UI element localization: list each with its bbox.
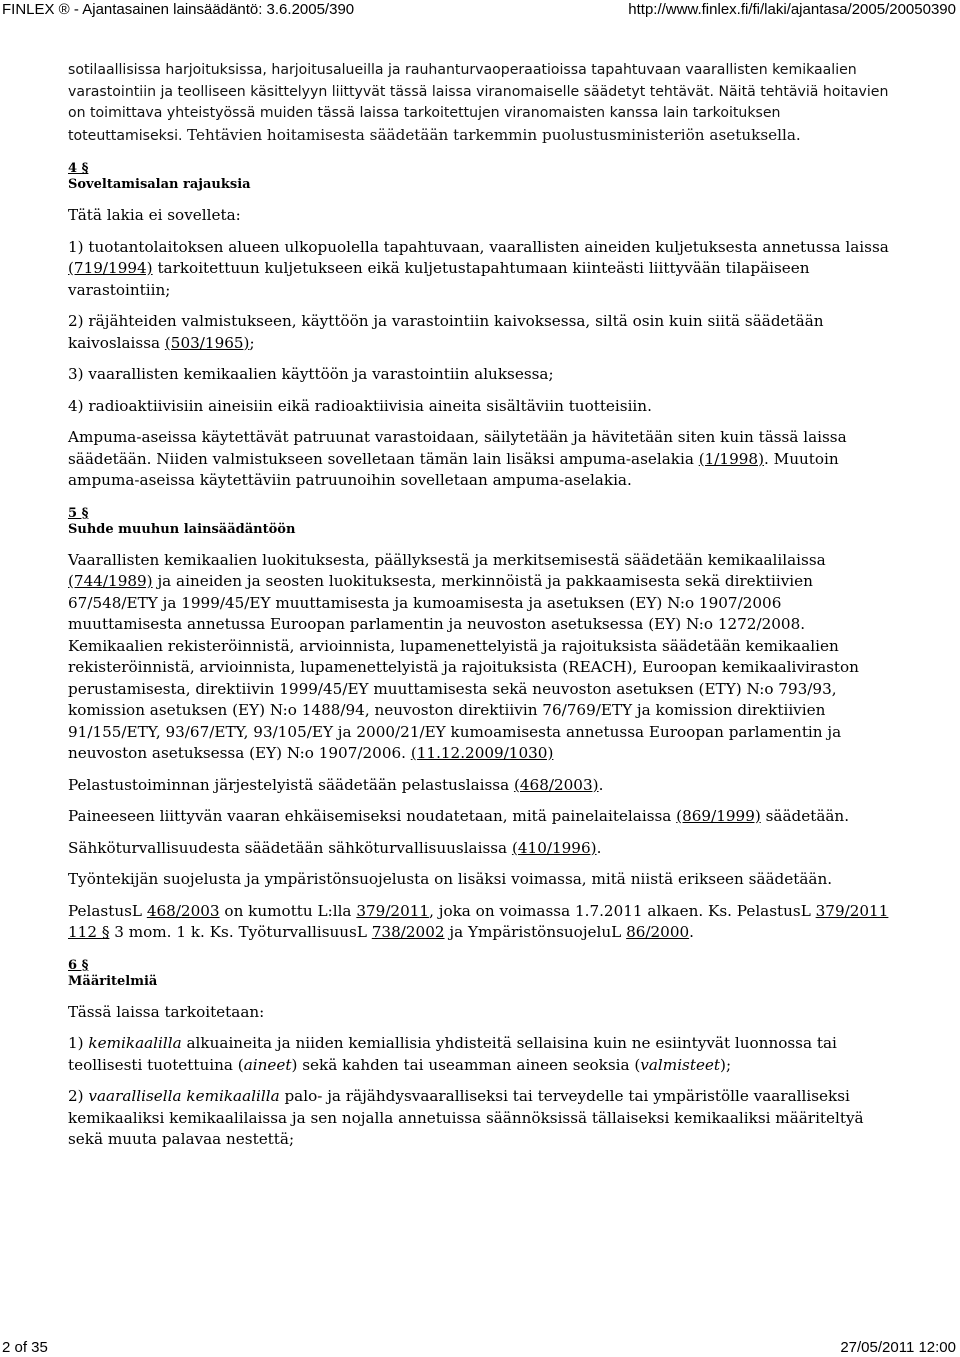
note-text-1: PelastusL bbox=[68, 901, 142, 920]
print-header bbox=[0, 0, 960, 22]
section-5-number[interactable]: 5 § bbox=[68, 505, 89, 521]
section-4-lead: Tätä lakia ei sovelleta: bbox=[68, 206, 241, 224]
print-footer bbox=[0, 1338, 960, 1357]
def-1-term-valmisteet: valmisteet bbox=[640, 1055, 721, 1074]
section-6-definition-1 bbox=[68, 1033, 894, 1076]
note-text-5: ja YmpäristönsuojeluL bbox=[449, 923, 622, 941]
s5-p3-text-a: Paineeseen liittyvän vaaran ehkäisemiseksi noudatetaan, mitä painelaitelaissa bbox=[68, 807, 672, 825]
header-url: http://www.finlex.fi/fi/laki/ajantasa/2005/20050390 bbox=[628, 1, 956, 18]
section-4-number[interactable]: 4 § bbox=[68, 161, 89, 176]
section-5-paragraph-2 bbox=[68, 775, 894, 797]
s5-p4-text-a: Sähköturvallisuudesta säädetään sähköturvallisuuslaissa bbox=[68, 838, 508, 857]
section-6 bbox=[68, 958, 894, 1151]
def-1-text-d: ); bbox=[720, 1055, 732, 1074]
section-5 bbox=[68, 506, 894, 944]
intro-paragraph bbox=[68, 60, 894, 147]
note-link-86-2000[interactable]: 86/2000 bbox=[626, 923, 690, 941]
note-link-738-2002[interactable]: 738/2002 bbox=[371, 923, 445, 941]
def-1-term: kemikaalilla bbox=[88, 1034, 182, 1052]
law-link-869-1999[interactable]: (869/1999) bbox=[676, 807, 761, 825]
note-text-6: . bbox=[689, 923, 694, 941]
def-1-text-c: ) sekä kahden tai useamman aineen seoksia ( bbox=[291, 1055, 641, 1074]
s5-p4-text-b: . bbox=[596, 838, 602, 857]
def-1-text-b: alkuaineita ja niiden kemiallisia yhdisteitä sellaisina kuin ne esiintyvät luonnossa tai teollisesti tuotettuina ( bbox=[68, 1034, 837, 1074]
law-link-410-1996[interactable]: (410/1996) bbox=[511, 838, 597, 857]
s5-p1-text-b: ja aineiden ja seosten luokituksesta, merkinnöistä ja pakkaamisesta sekä direktiivien 67/548/ETY ja 1999/45/EY muuttamisesta ja kumoamisesta ja asetuksen (EY) N:o 1907/2006 muuttamisesta annetussa Euroopan parlamentin ja neuvoston asetuksessa (EY) N:o 1272/2008. Kemikaalien rekisteröinnistä, arvioinnista, lupamenettelyistä ja rajoituksista säädetään kemikaalien rekisteröinnistä, arvioinnista, lupamenettelyistä ja rajoituksista (REACH), Euroopan kemikaaliviraston perustamisesta, direktiivin 1999/45/EY muuttamisesta sekä neuvoston asetuksen (ETY) N:o 793/93, komission asetuksen (EY) N:o 1488/94, neuvoston direktiivin 76/769/ETY ja komission direktiivien 91/155/ETY, 93/67/ETY, 93/105/EY ja 2000/21/EY kumoamisesta annetussa Euroopan parlamentin ja neuvoston asetuksessa (EY) N:o 1907/2006. bbox=[68, 572, 859, 762]
law-link-1-1998[interactable]: (1/1998) bbox=[698, 449, 764, 468]
intro-text: sotilaallisissa harjoituksissa, harjoitusalueilla ja rauhanturvaoperaatioissa tapahtuvaan vaarallisten kemikaalien varastointiin ja teolliseen käsittelyyn liittyvät tässä laissa viranomaiselle säädetyt tehtävät. Näitä tehtäviä hoitavien on toimittava yhteistyössä muiden tässä laissa tarkoitettujen viranomaisten kanssa lain tarkoituksen toteuttamiseksi. bbox=[68, 62, 889, 144]
section-6-lead: Tässä laissa tarkoitetaan: bbox=[68, 1002, 265, 1021]
def-1-term-aineet: aineet bbox=[243, 1055, 292, 1074]
note-text-3: , joka on voimassa 1.7.2011 alkaen. Ks. PelastusL bbox=[429, 901, 811, 920]
section-4-item-2 bbox=[68, 311, 894, 354]
document-body bbox=[68, 60, 894, 1161]
item-1-text-b: tarkoitettuun kuljetukseen eikä kuljetustapahtumaan kiinteästi liittyvään tilapäiseen varastointiin; bbox=[68, 259, 810, 299]
s5-p3-text-b: säädetään. bbox=[765, 807, 850, 825]
s5-p1-text-a: Vaarallisten kemikaalien luokituksesta, päällyksestä ja merkitsemisestä säädetään kemikaalilaissa bbox=[68, 550, 826, 569]
section-4-paragraph-ammunition bbox=[68, 427, 894, 492]
section-4 bbox=[68, 161, 894, 492]
section-5-paragraph-3 bbox=[68, 806, 894, 828]
section-5-paragraph-4 bbox=[68, 838, 894, 860]
header-page-title: FINLEX ® - Ajantasainen lainsäädäntö: 3.6.2005/390 bbox=[2, 1, 355, 18]
section-5-paragraph-1 bbox=[68, 550, 894, 765]
def-1-num: 1) bbox=[68, 1034, 84, 1052]
ammunition-text-a: Ampuma-aseissa käytettävät patruunat varastoidaan, säilytetään ja hävitetään siten kuin tässä laissa säädetään. Niiden valmistukseen sovelletaan tämän lain lisäksi ampuma-aselakia bbox=[68, 428, 847, 468]
section-5-note bbox=[68, 901, 894, 944]
note-link-379-2011-112[interactable]: 379/2011 112 § bbox=[68, 901, 889, 941]
footer-timestamp: 27/05/2011 12:00 bbox=[840, 1339, 956, 1356]
section-4-item-3: 3) vaarallisten kemikaalien käyttöön ja varastointiin aluksessa; bbox=[68, 365, 554, 383]
intro-tail: Tehtävien hoitamisesta säädetään tarkemmin puolustusministeriön asetuksella. bbox=[187, 125, 801, 144]
note-text-4: 3 mom. 1 k. Ks. TyöturvallisuusL bbox=[114, 923, 367, 941]
law-link-719-1994[interactable]: (719/1994) bbox=[68, 259, 153, 277]
section-5-paragraph-5: Työntekijän suojelusta ja ympäristönsuojelusta on lisäksi voimassa, mitä niistä erikseen säädetään. bbox=[68, 870, 833, 888]
s5-p2-text-b: . bbox=[598, 775, 604, 794]
law-link-503-1965[interactable]: (503/1965) bbox=[164, 333, 250, 352]
law-link-11-12-2009-1030[interactable]: (11.12.2009/1030) bbox=[410, 744, 554, 762]
note-text-2: on kumottu L:lla bbox=[224, 901, 352, 920]
def-2-text-b: palo- ja räjähdysvaaralliseksi tai terveydelle tai ympäristölle vaaralliseksi kemikaaliksi kemikaalilaissa ja sen nojalla annetuissa säännöksissä tällaiseksi kemikaaliksi määriteltyä sekä muuta palavaa nestettä; bbox=[68, 1087, 864, 1148]
law-link-744-1989[interactable]: (744/1989) bbox=[68, 572, 153, 590]
note-link-379-2011[interactable]: 379/2011 bbox=[356, 901, 430, 920]
note-link-468-2003[interactable]: 468/2003 bbox=[146, 901, 220, 920]
section-4-item-1 bbox=[68, 237, 894, 302]
def-2-term: vaarallisella kemikaalilla bbox=[88, 1087, 280, 1105]
item-2-text-b: ; bbox=[249, 333, 255, 352]
section-5-title: Suhde muuhun lainsäädäntöön bbox=[68, 521, 296, 537]
section-4-title: Soveltamisalan rajauksia bbox=[68, 177, 251, 192]
ammunition-text-b: . Muutoin ampuma-aseissa käytettäviin patruunoihin sovelletaan ampuma-aselakia. bbox=[68, 449, 839, 489]
item-1-text-a: 1) tuotantolaitoksen alueen ulkopuolella tapahtuvaan, vaarallisten aineiden kuljetuksesta annetussa laissa bbox=[68, 237, 889, 256]
footer-page-count: 2 of 35 bbox=[2, 1339, 48, 1356]
section-4-item-4: 4) radioaktiivisiin aineisiin eikä radioaktiivisia aineita sisältäviin tuotteisiin. bbox=[68, 396, 652, 415]
law-link-468-2003[interactable]: (468/2003) bbox=[513, 775, 599, 794]
section-6-number[interactable]: 6 § bbox=[68, 957, 89, 973]
section-6-definition-2 bbox=[68, 1086, 894, 1151]
def-2-num: 2) bbox=[68, 1087, 84, 1105]
s5-p2-text-a: Pelastustoiminnan järjestelyistä säädetään pelastuslaissa bbox=[68, 775, 510, 794]
item-2-text-a: 2) räjähteiden valmistukseen, käyttöön ja varastointiin kaivoksessa, siltä osin kuin siitä säädetään kaivoslaissa bbox=[68, 312, 824, 352]
section-6-title: Määritelmiä bbox=[68, 973, 158, 989]
